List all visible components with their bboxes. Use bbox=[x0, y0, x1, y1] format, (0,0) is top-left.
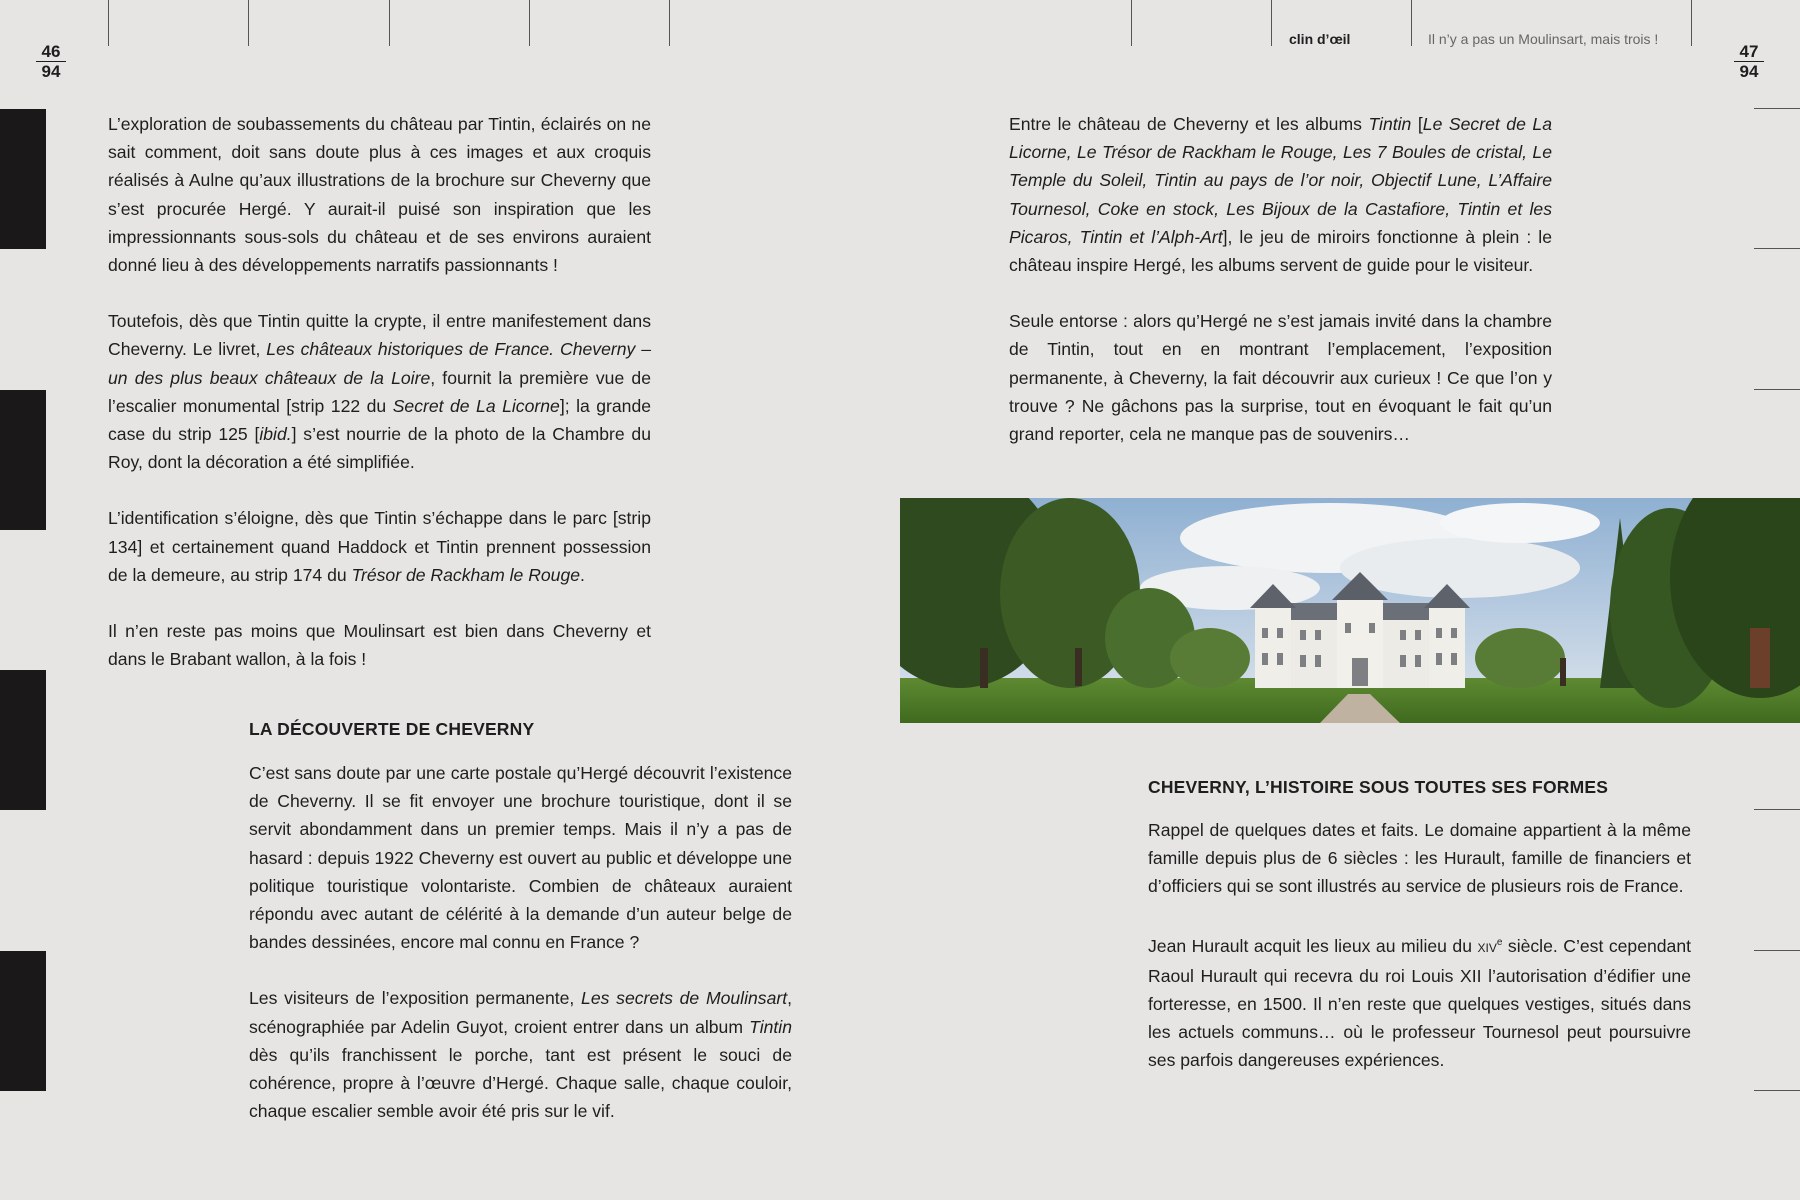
paragraph: L’exploration de soubassements du château par Tintin, éclairés on ne sait comment, doit sans doute plus à ces images et aux croquis réalisés à Aulne qu’aux illustrations de la brochure sur Cheverny que s’est procurée Hergé. Y aurait-il puisé son inspiration que les impressionnants sous-sols du château et de ses environs auraient donné lieu à des développements narratifs passionnants ! bbox=[108, 114, 651, 276]
book-title: Secret de La Licorne bbox=[392, 395, 560, 416]
section1-text-column bbox=[249, 759, 792, 1125]
text-run: ], le jeu de miroirs fonctionne à plein : le château inspire Hergé, les albums servent de guide pour le visiteur. bbox=[1009, 226, 1552, 276]
section-tab bbox=[0, 951, 46, 1091]
page-number: 47 bbox=[1734, 42, 1764, 62]
chateau-photo bbox=[900, 498, 1800, 723]
text-run: ]; la grande case du strip 125 [ bbox=[108, 395, 652, 445]
top-rule-line bbox=[1131, 0, 1132, 46]
top-rule-line bbox=[108, 0, 109, 46]
page-total: 94 bbox=[41, 62, 61, 81]
text-run: Entre le château de Cheverny et les albums bbox=[1009, 114, 1369, 134]
side-rule-line bbox=[1754, 108, 1800, 109]
section-tab bbox=[0, 390, 46, 530]
text-run: , scénographiée par Adelin Guyot, croient entrer dans un album bbox=[249, 988, 792, 1037]
section-heading: CHEVERNY, L’HISTOIRE SOUS TOUTES SES FORMES bbox=[1148, 777, 1609, 797]
top-rule-line bbox=[248, 0, 249, 46]
header-title: Il n’y a pas un Moulinsart, mais trois ! bbox=[1428, 31, 1659, 47]
page-total: 94 bbox=[1739, 62, 1759, 81]
section-tab bbox=[0, 109, 46, 249]
chateau-illustration bbox=[900, 498, 1800, 723]
side-rule-line bbox=[1754, 1090, 1800, 1091]
paragraph bbox=[1148, 929, 1691, 1075]
left-text-column bbox=[108, 110, 651, 673]
paragraph bbox=[108, 307, 651, 476]
text-run: Toutefois, dès que Tintin quitte la crypte, il entre manifestement dans Cheverny. Le livret, bbox=[108, 311, 651, 360]
top-rule-line bbox=[389, 0, 390, 46]
century-suffix: e bbox=[1496, 936, 1503, 948]
text-run: . bbox=[580, 564, 585, 585]
section-heading: LA DÉCOUVERTE DE CHEVERNY bbox=[249, 719, 535, 739]
paragraph bbox=[1009, 110, 1552, 279]
side-rule-line bbox=[1754, 248, 1800, 249]
top-rule-line bbox=[1411, 0, 1412, 46]
right-text-column bbox=[1009, 110, 1552, 448]
paragraph bbox=[249, 984, 792, 1125]
page-number: 46 bbox=[36, 42, 66, 62]
paragraph: C’est sans doute par une carte postale qu’Hergé découvrit l’existence de Cheverny. Il se fit envoyer une brochure touristique, dont il se servit abondamment dans un premier temps. Mais il n’y a pas de hasard : depuis 1922 Cheverny est ouvert au public et développe une politique touristique volontariste. Combien de châteaux auraient répondu avec autant de célérité à la demande d’un auteur belge de bandes dessinées, encore mal connu en France ? bbox=[249, 763, 792, 953]
header-category: clin d’œil bbox=[1289, 31, 1351, 47]
side-rule-line bbox=[1754, 389, 1800, 390]
book-title: Tintin bbox=[1368, 114, 1412, 134]
text-run: L’identification s’éloigne, dès que Tintin s’échappe dans le parc [strip 134] et certainement quand Haddock et Tintin prennent possession de la demeure, au strip 174 du bbox=[108, 508, 651, 585]
ibid-reference: ibid. bbox=[259, 424, 292, 445]
text-run: siècle. C’est cependant Raoul Hurault qui recevra du roi Louis XII l’autorisation d’édifier une forteresse, en 1500. Il n’en reste que quelques vestiges, situés dans les actuels communs… où le professeur Tournesol peut poursuivre ses parfois dangereuses expériences. bbox=[1148, 935, 1692, 1071]
side-rule-line bbox=[1754, 809, 1800, 810]
text-run: [ bbox=[1411, 114, 1423, 134]
top-rule-line bbox=[529, 0, 530, 46]
section2-text-column bbox=[1148, 816, 1691, 1074]
book-title: Les châteaux historiques de France. Cheverny – un des plus beaux châteaux de la Loire bbox=[108, 339, 652, 388]
text-run: Les visiteurs de l’exposition permanente, bbox=[249, 988, 582, 1009]
page-number-right bbox=[1734, 42, 1764, 81]
paragraph: Rappel de quelques dates et faits. Le domaine appartient à la même famille depuis plus de 6 siècles : les Hurault, famille de financiers et d’officiers qui se sont illustrés au service de plusieurs rois de France. bbox=[1148, 820, 1691, 897]
book-title: Trésor de Rackham le Rouge bbox=[351, 564, 581, 585]
paragraph: Seule entorse : alors qu’Hergé ne s’est jamais invité dans la chambre de Tintin, tout en en montrant l’emplacement, l’exposition permanente, à Cheverny, la fait découvrir aux curieux ! Ce que l’on y trouve ? Ne gâchons pas la surprise, tout en évoquant le fait qu’un grand reporter, cela ne manque pas de souvenirs… bbox=[1009, 311, 1552, 445]
paragraph bbox=[108, 504, 651, 589]
page-number-left bbox=[36, 42, 66, 81]
text-run: dès qu’ils franchissent le porche, tant est présent le souci de cohérence, propre à l’œuvre d’Hergé. Chaque salle, chaque couloir, chaque escalier semble avoir été pris sur le vif. bbox=[249, 1044, 792, 1122]
top-rule-line bbox=[669, 0, 670, 46]
side-rule-line bbox=[1754, 950, 1800, 951]
text-run: ] s’est nourrie de la photo de la Chambre du Roy, dont la décoration a été simplifiée. bbox=[108, 424, 652, 473]
century-numeral: XIV bbox=[1477, 940, 1497, 955]
section-tab bbox=[0, 670, 46, 810]
top-rule-line bbox=[1691, 0, 1692, 46]
top-rule-line bbox=[1271, 0, 1272, 46]
exhibition-title: Les secrets de Moulinsart bbox=[581, 988, 788, 1009]
paragraph: Il n’en reste pas moins que Moulinsart est bien dans Cheverny et dans le Brabant wallon, à la fois ! bbox=[108, 621, 651, 670]
text-run: , fournit la première vue de l’escalier monumental [strip 122 du bbox=[108, 367, 651, 416]
text-run: Jean Hurault acquit les lieux au milieu du bbox=[1148, 935, 1478, 956]
book-title: Tintin bbox=[749, 1016, 792, 1037]
album-list: Le Secret de La Licorne, Le Trésor de Rackham le Rouge, Les 7 Boules de cristal, Le Temple du Soleil, Tintin au pays de l’or noir, Objectif Lune, L’Affaire Tournesol, Coke en stock, Les Bijoux de la Castafiore, Tintin et les Picaros, Tintin et l’Alph-Art bbox=[1009, 114, 1552, 247]
